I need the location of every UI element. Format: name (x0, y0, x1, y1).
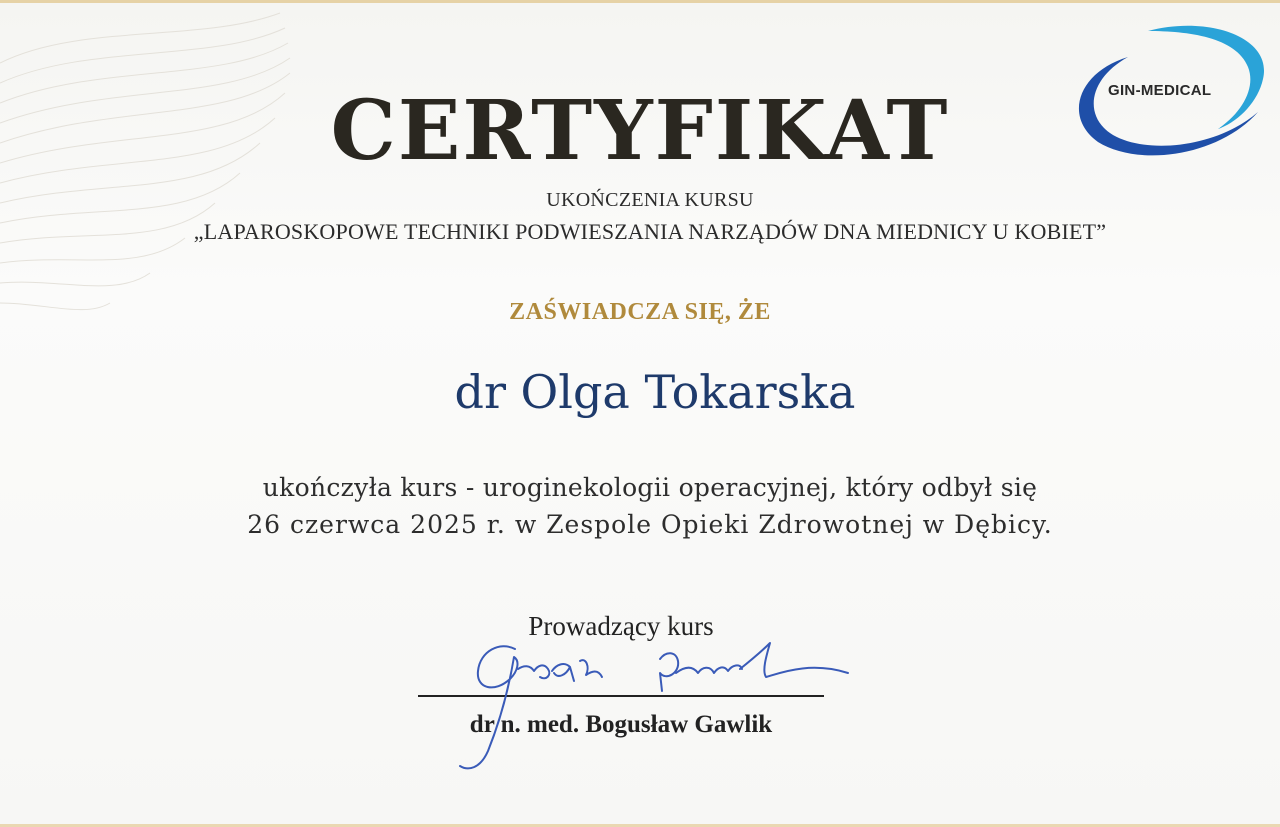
logo-text: GIN-MEDICAL (1108, 82, 1212, 99)
certificate-title: CERTYFIKAT (330, 83, 950, 179)
completion-text-line-2: 26 czerwca 2025 r. w Zespole Opieki Zdrowotnej w Dębicy. (247, 510, 1053, 539)
handwritten-signature (440, 621, 860, 781)
recipient-name: dr Olga Tokarska (454, 365, 856, 419)
course-name: „LAPAROSKOPOWE TECHNIKI PODWIESZANIA NARZĄDÓW DNA MIEDNICY U KOBIET” (193, 219, 1107, 244)
certificate-subtitle: UKOŃCZENIA KURSU (546, 189, 754, 211)
completion-text-line-1: ukończyła kurs - uroginekologii operacyjnej, który odbył się (262, 473, 1038, 502)
attestation-heading: ZAŚWIADCZA SIĘ, ŻE (509, 299, 771, 325)
course-leader-label: Prowadzący kurs (528, 611, 714, 641)
course-leader-name: dr n. med. Bogusław Gawlik (469, 711, 773, 738)
